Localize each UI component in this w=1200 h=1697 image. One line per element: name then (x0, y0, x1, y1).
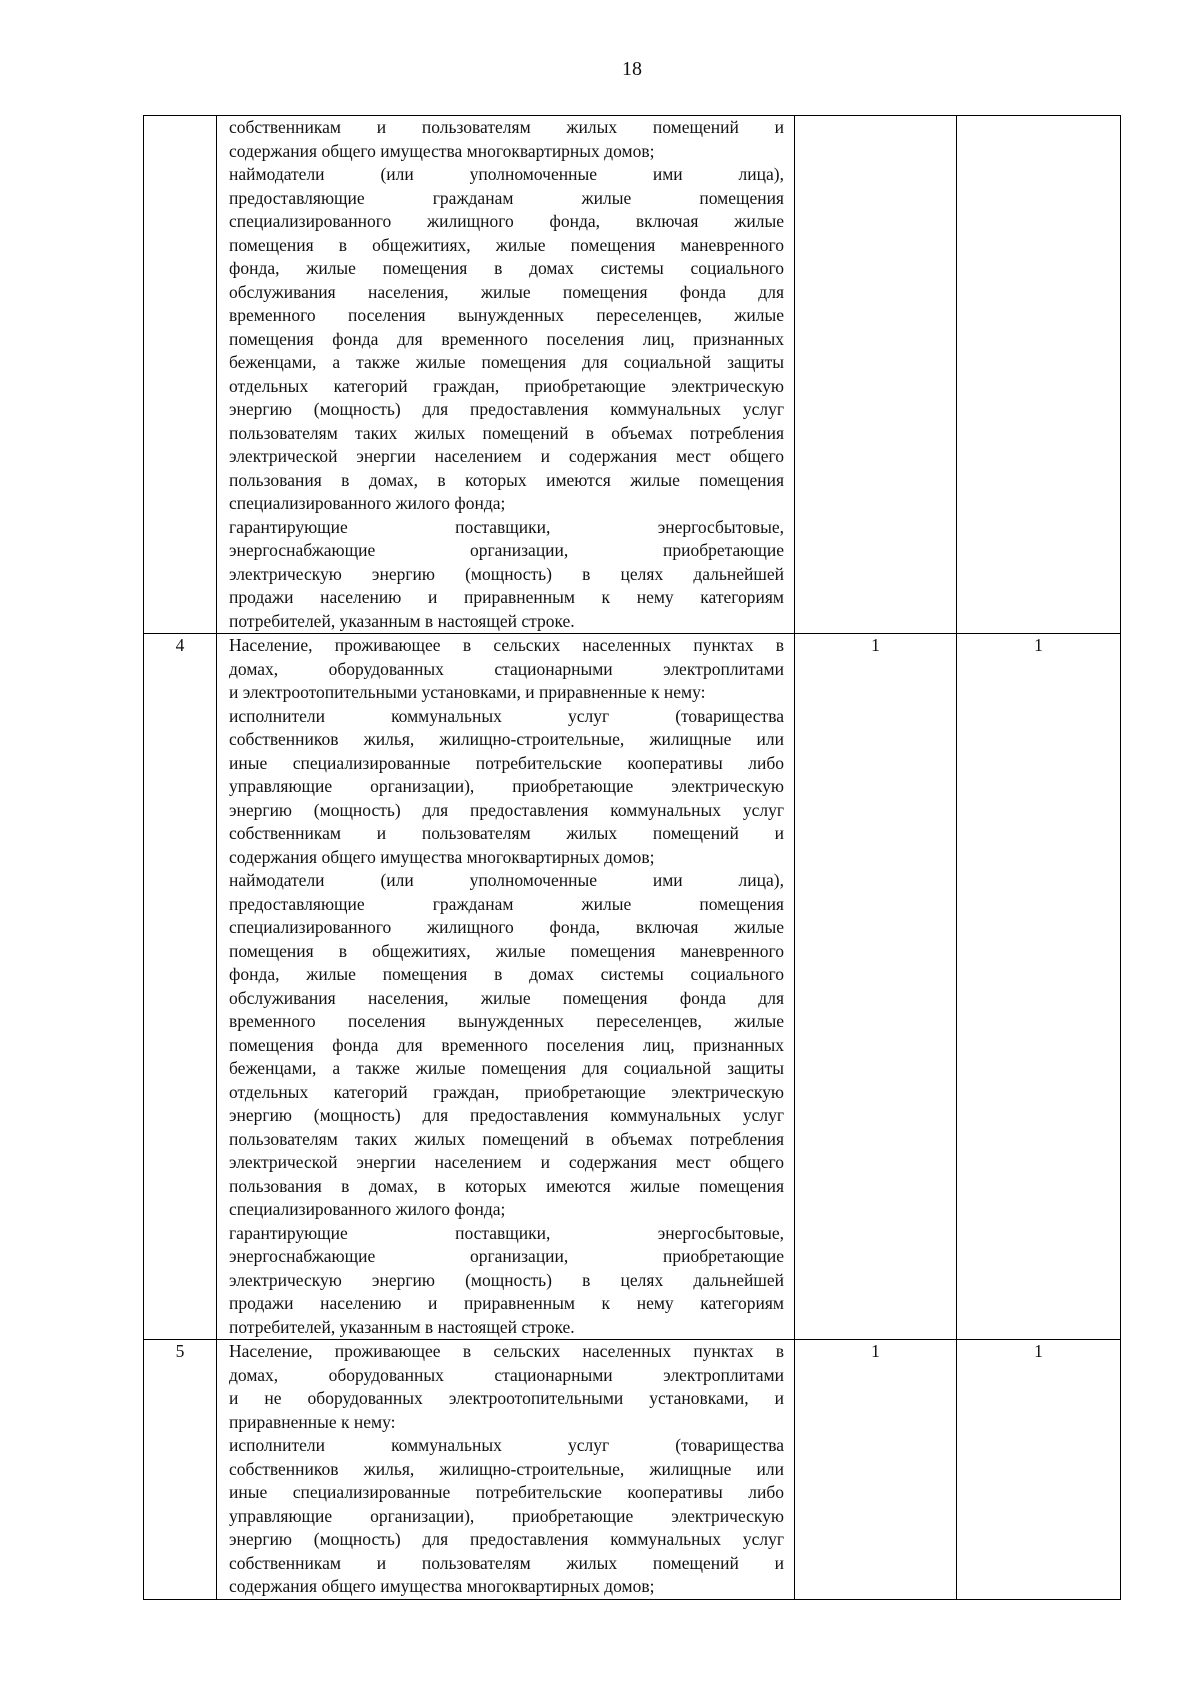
description-line: исполнители коммунальных услуг (товарищества (229, 1435, 784, 1455)
description-line: иные специализированные потребительские кооперативы либо (229, 752, 784, 773)
description-line: и не оборудованных электроотопительными установками, и (229, 1388, 784, 1408)
description-line: электрической энергии населением и содержания мест общего (229, 1152, 784, 1172)
description-line: Население, проживающее в сельских населенных пунктах в (229, 635, 784, 655)
description-line: управляющие организации), приобретающие электрическую (229, 776, 784, 796)
description-line: наймодатели (или уполномоченные ими лица), (229, 164, 784, 184)
description-line: иные специализированные потребительские кооперативы либо (229, 1482, 784, 1502)
description-line: потребителей, указанным в настоящей строке. (229, 1316, 575, 1337)
description-line: электрической энергии населением и содержания мест общего (229, 446, 784, 466)
description-line: энергоснабжающие организации, приобретающие (229, 1246, 784, 1266)
description-line: пользователям таких жилых помещений в объемах потребления (229, 1128, 784, 1149)
description-line: обслуживания населения, жилые помещения фонда для (229, 987, 784, 1008)
description-line: помещения фонда для временного поселения лиц, признанных (229, 328, 784, 349)
description-line: исполнители коммунальных услуг (товарищества (229, 705, 784, 726)
description-line: беженцами, а также жилые помещения для социальной защиты (229, 352, 784, 372)
description-line: Население, проживающее в сельских населенных пунктах в (229, 1341, 784, 1361)
description-cell (217, 634, 795, 1340)
description-line: помещения фонда для временного поселения лиц, признанных (229, 1034, 784, 1055)
row-number-cell: 5 (144, 1340, 217, 1600)
description-line: пользования в домах, в которых имеются жилые помещения (229, 1175, 784, 1196)
table-row (144, 634, 1121, 1340)
description-line: собственников жилья, жилищно-строительные, жилищные или (229, 729, 784, 749)
description-line: обслуживания населения, жилые помещения фонда для (229, 281, 784, 302)
description-line: продажи населению и приравненным к нему категориям (229, 1293, 784, 1313)
description-line: временного поселения вынужденных переселенцев, жилые (229, 305, 784, 325)
description-line: продажи населению и приравненным к нему категориям (229, 587, 784, 607)
description-line: предоставляющие гражданам жилые помещения (229, 893, 784, 914)
page-number: 18 (622, 58, 642, 80)
description-line: содержания общего имущества многоквартирных домов; (229, 140, 655, 161)
value-cell-1: 1 (795, 634, 957, 1340)
description-line: предоставляющие гражданам жилые помещения (229, 187, 784, 208)
row-number-cell (144, 116, 217, 634)
description-line: содержания общего имущества многоквартирных домов; (229, 846, 655, 867)
description-line: энергию (мощность) для предоставления коммунальных услуг (229, 799, 784, 820)
description-line: помещения в общежитиях, жилые помещения маневренного (229, 940, 784, 961)
description-line: наймодатели (или уполномоченные ими лица), (229, 870, 784, 890)
description-line: приравненные к нему: (229, 1411, 396, 1432)
description-line: беженцами, а также жилые помещения для социальной защиты (229, 1058, 784, 1078)
description-line: гарантирующие поставщики, энергосбытовые, (229, 1222, 784, 1243)
description-line: и электроотопительными установками, и приравненные к нему: (229, 682, 706, 702)
description-line: гарантирующие поставщики, энергосбытовые, (229, 516, 784, 537)
description-line: специализированного жилого фонда; (229, 493, 506, 513)
description-line: энергоснабжающие организации, приобретающие (229, 540, 784, 560)
description-line: домах, оборудованных стационарными электроплитами (229, 658, 784, 679)
description-line: специализированного жилого фонда; (229, 1199, 506, 1219)
description-line: собственников жилья, жилищно-строительные, жилищные или (229, 1458, 784, 1479)
description-line: фонда, жилые помещения в домах системы социального (229, 258, 784, 278)
description-line: фонда, жилые помещения в домах системы социального (229, 964, 784, 984)
description-cell (217, 116, 795, 634)
description-line: содержания общего имущества многоквартирных домов; (229, 1576, 655, 1596)
description-line: отдельных категорий граждан, приобретающие электрическую (229, 375, 784, 396)
description-line: потребителей, указанным в настоящей строке. (229, 610, 575, 631)
value-cell-2: 1 (957, 1340, 1121, 1600)
description-line: собственникам и пользователям жилых помещений и (229, 823, 784, 843)
table-row (144, 116, 1121, 634)
description-line: домах, оборудованных стационарными электроплитами (229, 1364, 784, 1385)
table-row (144, 1340, 1121, 1600)
description-line: собственникам и пользователям жилых помещений и (229, 117, 784, 137)
value-cell-1: 1 (795, 1340, 957, 1600)
description-line: энергию (мощность) для предоставления коммунальных услуг (229, 1105, 784, 1125)
description-line: специализированного жилищного фонда, включая жилые (229, 211, 784, 231)
description-line: электрическую энергию (мощность) в целях дальнейшей (229, 563, 784, 584)
description-line: управляющие организации), приобретающие электрическую (229, 1505, 784, 1526)
value-cell-2 (957, 116, 1121, 634)
tariff-table (143, 115, 1121, 1600)
description-line: специализированного жилищного фонда, включая жилые (229, 917, 784, 937)
description-line: энергию (мощность) для предоставления коммунальных услуг (229, 399, 784, 419)
value-cell-2: 1 (957, 634, 1121, 1340)
description-line: собственникам и пользователям жилых помещений и (229, 1552, 784, 1573)
description-line: отдельных категорий граждан, приобретающие электрическую (229, 1081, 784, 1102)
description-line: помещения в общежитиях, жилые помещения маневренного (229, 234, 784, 255)
description-line: энергию (мощность) для предоставления коммунальных услуг (229, 1529, 784, 1549)
description-line: временного поселения вынужденных переселенцев, жилые (229, 1011, 784, 1031)
value-cell-1 (795, 116, 957, 634)
row-number-cell: 4 (144, 634, 217, 1340)
description-line: пользования в домах, в которых имеются жилые помещения (229, 469, 784, 490)
description-line: электрическую энергию (мощность) в целях дальнейшей (229, 1269, 784, 1290)
description-cell (217, 1340, 795, 1600)
description-line: пользователям таких жилых помещений в объемах потребления (229, 422, 784, 443)
